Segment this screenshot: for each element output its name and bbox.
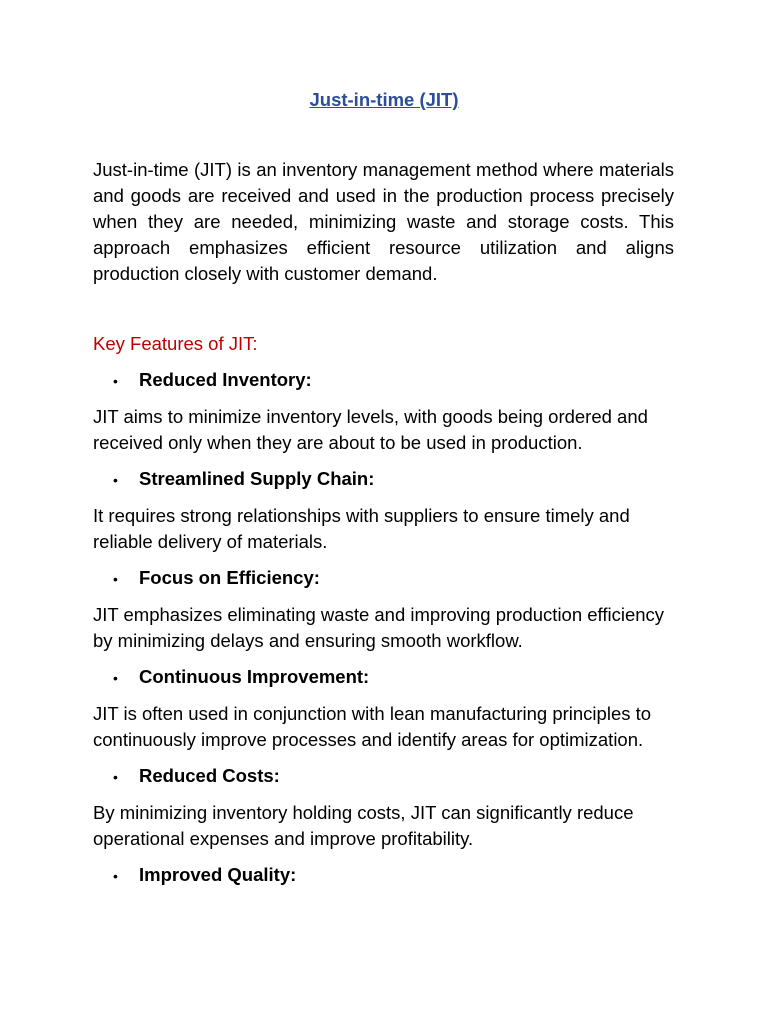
- bullet-icon: •: [113, 373, 118, 389]
- bullet-icon: •: [113, 769, 118, 785]
- intro-paragraph: Just-in-time (JIT) is an inventory management method where materials and goods are received and used in the production process precisely when they are needed, minimizing waste and storage costs. This approach emphasizes efficient resource utilization and aligns production closely with customer demand.: [93, 159, 674, 284]
- feature-description: It requires strong relationships with suppliers to ensure timely and reliable delivery of materials.: [93, 505, 630, 552]
- feature-heading: Streamlined Supply Chain:: [139, 468, 375, 489]
- feature-heading: Continuous Improvement:: [139, 666, 370, 687]
- feature-heading: Reduced Costs:: [139, 765, 280, 786]
- bullet-icon: •: [113, 868, 118, 884]
- feature-heading: Improved Quality:: [139, 864, 297, 885]
- feature-item: [93, 565, 683, 654]
- feature-description: JIT emphasizes eliminating waste and improving production efficiency by minimizing delays and ensuring smooth workflow.: [93, 604, 665, 651]
- feature-heading: Reduced Inventory:: [139, 369, 312, 390]
- feature-item: [93, 664, 683, 753]
- feature-item: [93, 367, 683, 456]
- feature-description: JIT is often used in conjunction with lean manufacturing principles to continuously improve processes and identify areas for optimization.: [93, 703, 652, 750]
- feature-description: By minimizing inventory holding costs, JIT can significantly reduce operational expenses and improve profitability.: [93, 802, 634, 849]
- bullet-icon: •: [113, 571, 118, 587]
- feature-heading: Focus on Efficiency:: [139, 567, 320, 588]
- section-heading: Key Features of JIT:: [93, 333, 258, 354]
- document-title: Just-in-time (JIT): [309, 89, 459, 110]
- feature-item: [93, 763, 683, 852]
- feature-item: [93, 862, 683, 889]
- feature-list: [93, 367, 683, 899]
- feature-description: JIT aims to minimize inventory levels, with goods being ordered and received only when they are about to be used in production.: [93, 406, 648, 453]
- bullet-icon: •: [113, 670, 118, 686]
- feature-item: [93, 466, 683, 555]
- bullet-icon: •: [113, 472, 118, 488]
